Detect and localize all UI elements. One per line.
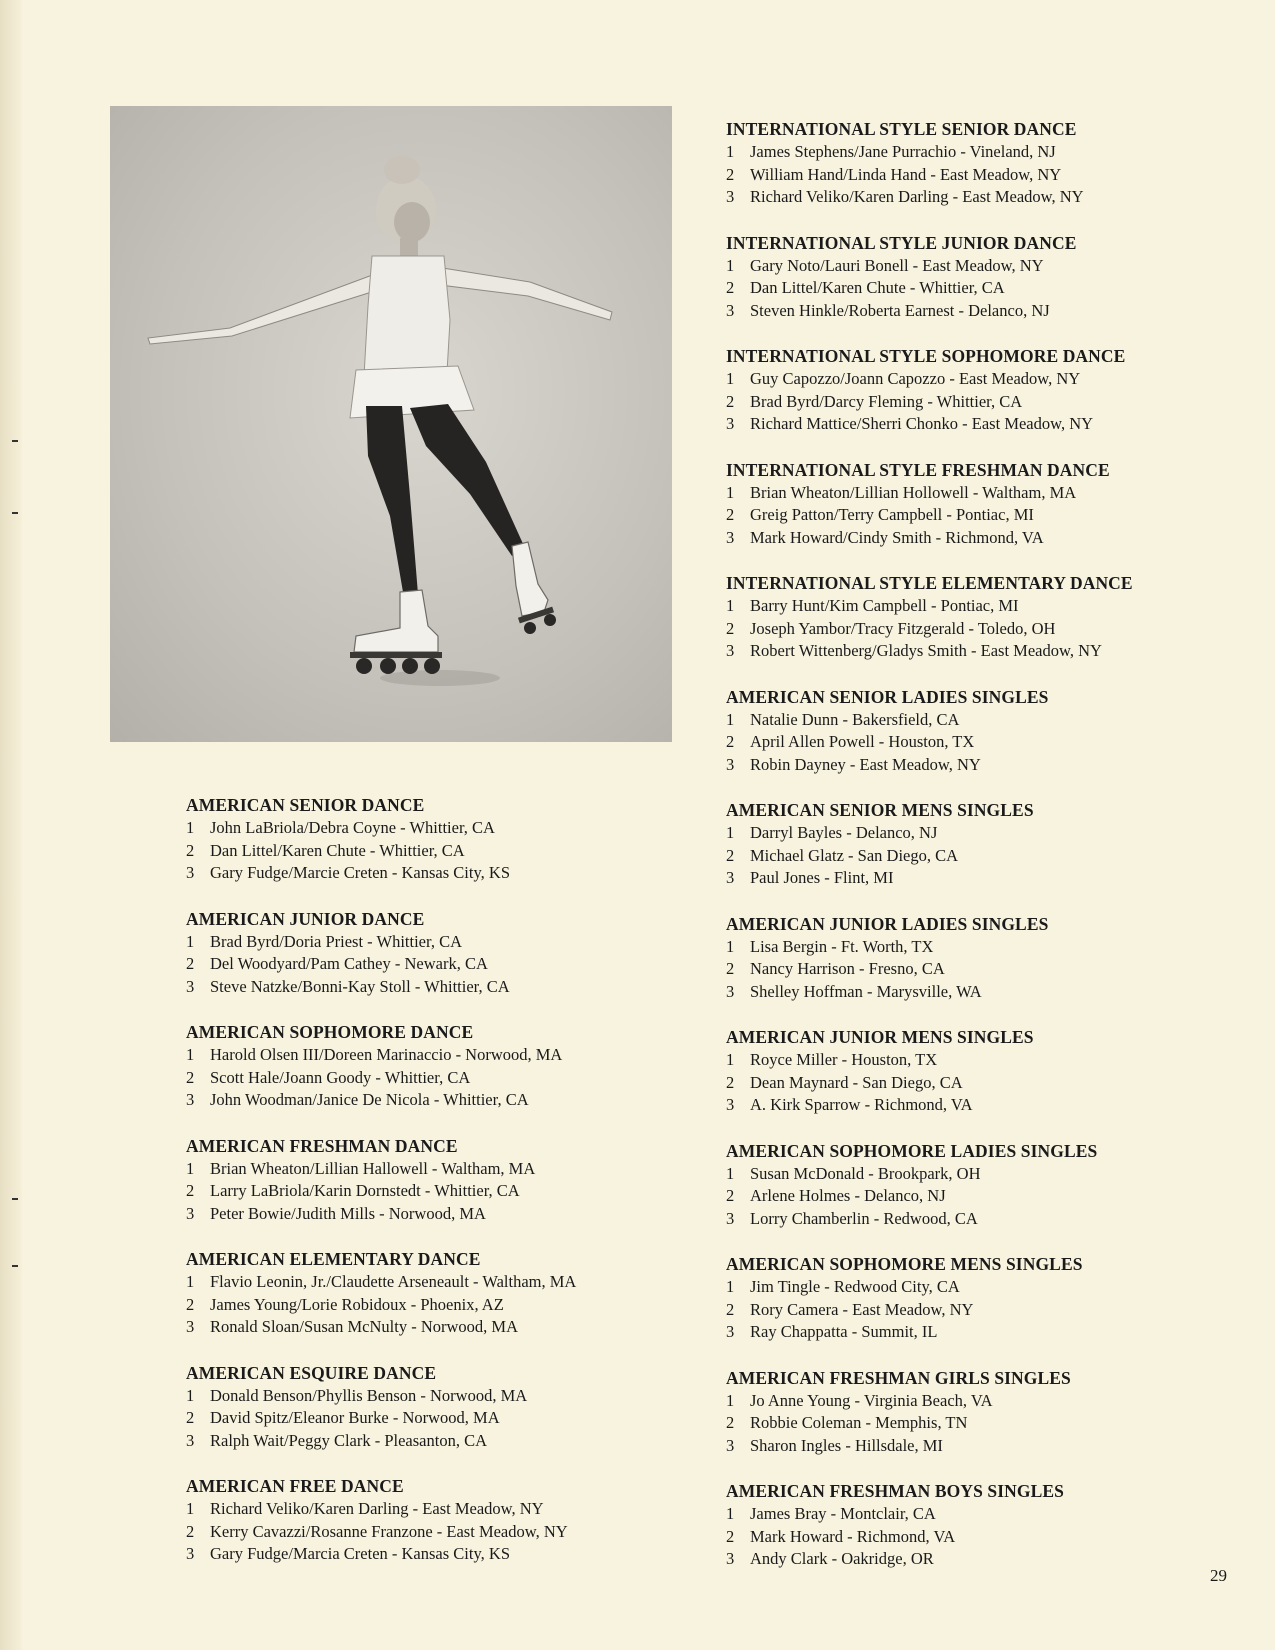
placing-entry: Shelley Hoffman - Marysville, WA [750,981,982,1001]
event-title: AMERICAN FRESHMAN GIRLS SINGLES [726,1367,1071,1388]
place-number: 2 [726,732,735,751]
place-number: 1 [726,1163,735,1183]
placing-row [726,709,1246,732]
placing-entry: A. Kirk Sparrow - Richmond, VA [750,1095,973,1114]
placing-entry: Rory Camera - East Meadow, NY [750,1299,974,1319]
placing-row [186,1158,706,1181]
placing-row [726,1094,1246,1117]
right-results-column [726,118,1246,1594]
event-american-senior-ladies-singles [726,686,1246,777]
event-intl-senior-dance [726,118,1246,209]
event-title: AMERICAN ELEMENTARY DANCE [186,1249,481,1269]
margin-mark [12,1198,18,1200]
place-number: 3 [186,1317,195,1336]
placing-entry: Kerry Cavazzi/Rosanne Franzone - East Meadow, NY [210,1521,568,1541]
placing-entry: Brian Wheaton/Lillian Hallowell - Waltham, MA [210,1158,536,1178]
placing-row [186,953,706,976]
placing-entry: Brad Byrd/Doria Priest - Whittier, CA [210,931,462,951]
placing-entry: Andy Clark - Oakridge, OR [750,1549,934,1568]
place-number: 2 [726,959,735,978]
placing-entry: Robert Wittenberg/Gladys Smith - East Meadow, NY [750,641,1102,660]
placing-row [726,1390,1246,1413]
place-number: 1 [186,818,195,837]
placing-entry: James Young/Lorie Robidoux - Phoenix, AZ [210,1294,504,1314]
placing-entry: Richard Mattice/Sherri Chonko - East Meadow, NY [750,414,1094,433]
event-american-sophomore-dance [186,1021,706,1112]
event-title: AMERICAN SENIOR LADIES SINGLES [726,686,1049,707]
placing-row [726,640,1246,663]
placing-row [726,1208,1246,1231]
placing-entry: Robbie Coleman - Memphis, TN [750,1413,968,1432]
place-number: 1 [186,1272,195,1291]
placing-row [186,1521,706,1544]
placing-row [726,482,1246,505]
place-number: 3 [726,187,735,206]
placing-row [186,1271,706,1294]
placing-row [726,822,1246,845]
page-binding-edge [0,0,22,1650]
placing-entry: Richard Veliko/Karen Darling - East Meadow, NY [210,1499,544,1518]
placing-row [726,504,1246,527]
event-american-junior-dance [186,908,706,999]
place-number: 3 [726,981,735,1001]
place-number: 3 [726,527,735,547]
placing-row [726,300,1246,323]
place-number: 3 [726,641,735,660]
place-number: 1 [726,823,735,842]
placing-entry: Gary Fudge/Marcia Creten - Kansas City, KS [210,1544,510,1563]
placing-entry: James Bray - Montclair, CA [750,1504,936,1523]
place-number: 3 [726,754,735,774]
place-number: 1 [186,1499,195,1518]
event-american-senior-dance [186,794,706,885]
placing-entry: Gary Noto/Lauri Bonell - East Meadow, NY [750,255,1044,275]
placing-entry: Lorry Chamberlin - Redwood, CA [750,1208,978,1228]
place-number: 3 [726,300,735,320]
placing-entry: Barry Hunt/Kim Campbell - Pontiac, MI [750,596,1019,615]
event-title: AMERICAN JUNIOR MENS SINGLES [726,1027,1034,1047]
place-number: 2 [186,1294,195,1314]
event-american-freshman-girls-singles [726,1367,1246,1458]
place-number: 1 [726,255,735,275]
event-title: AMERICAN FRESHMAN BOYS SINGLES [726,1481,1064,1501]
event-title: INTERNATIONAL STYLE SOPHOMORE DANCE [726,346,1126,366]
placing-row [186,1430,706,1453]
place-number: 3 [186,863,195,882]
placing-entry: Gary Fudge/Marcie Creten - Kansas City, KS [210,863,510,882]
placing-row [186,1385,706,1408]
placing-row [186,840,706,863]
event-title: AMERICAN SENIOR DANCE [186,795,425,815]
placing-row [186,862,706,885]
place-number: 2 [726,1186,735,1205]
placing-entry: William Hand/Linda Hand - East Meadow, NY [750,164,1062,184]
place-number: 1 [186,931,195,951]
event-title: INTERNATIONAL STYLE FRESHMAN DANCE [726,459,1110,480]
place-number: 2 [186,1521,195,1541]
event-american-junior-mens-singles [726,1026,1246,1117]
place-number: 3 [726,1435,735,1455]
placing-entry: Scott Hale/Joann Goody - Whittier, CA [210,1067,471,1087]
placing-row [726,1072,1246,1095]
margin-mark [12,512,18,514]
event-title: INTERNATIONAL STYLE SENIOR DANCE [726,119,1077,139]
event-title: INTERNATIONAL STYLE ELEMENTARY DANCE [726,573,1133,593]
placing-entry: Steven Hinkle/Roberta Earnest - Delanco, NJ [750,300,1050,320]
place-number: 3 [186,1203,195,1223]
event-title: AMERICAN JUNIOR LADIES SINGLES [726,913,1049,934]
place-number: 2 [186,840,195,860]
event-title: AMERICAN FREE DANCE [186,1476,404,1496]
placing-entry: Brad Byrd/Darcy Fleming - Whittier, CA [750,391,1023,411]
placing-row [726,1163,1246,1186]
placing-entry: Donald Benson/Phyllis Benson - Norwood, MA [210,1385,528,1405]
place-number: 1 [186,1045,195,1064]
placing-row [726,413,1246,436]
placing-row [186,1089,706,1112]
event-american-senior-mens-singles [726,799,1246,890]
placing-row [726,1412,1246,1435]
placing-entry: James Stephens/Jane Purrachio - Vineland, NJ [750,142,1056,161]
place-number: 3 [186,1090,195,1109]
event-american-elementary-dance [186,1248,706,1339]
skater-figure [110,106,672,742]
place-number: 1 [726,142,735,161]
event-title: AMERICAN JUNIOR DANCE [186,908,425,929]
placing-row [726,595,1246,618]
placing-entry: Guy Capozzo/Joann Capozzo - East Meadow, NY [750,369,1081,388]
placing-entry: Mark Howard - Richmond, VA [750,1526,956,1546]
event-title: AMERICAN SOPHOMORE DANCE [186,1022,474,1042]
placing-row [186,976,706,999]
placing-entry: Royce Miller - Houston, TX [750,1050,938,1069]
placing-row [726,1435,1246,1458]
placing-row [726,1503,1246,1526]
place-number: 2 [726,1413,735,1432]
placing-entry: Susan McDonald - Brookpark, OH [750,1163,981,1183]
placing-row [726,1548,1246,1571]
placing-entry: Jo Anne Young - Virginia Beach, VA [750,1390,993,1410]
event-intl-sophomore-dance [726,345,1246,436]
placing-row [726,391,1246,414]
place-number: 1 [726,1504,735,1523]
roller-skater-photo [110,106,672,742]
place-number: 2 [726,278,735,297]
event-title: AMERICAN SOPHOMORE MENS SINGLES [726,1254,1083,1274]
placing-row [186,1543,706,1566]
placing-row [726,867,1246,890]
placing-entry: Robin Dayney - East Meadow, NY [750,754,981,774]
event-title: AMERICAN FRESHMAN DANCE [186,1135,458,1156]
place-number: 2 [186,954,195,973]
place-number: 3 [186,1544,195,1563]
place-number: 1 [726,482,735,502]
placing-row [726,1321,1246,1344]
placing-entry: Ralph Wait/Peggy Clark - Pleasanton, CA [210,1430,488,1450]
place-number: 2 [726,1526,735,1546]
place-number: 2 [726,1072,735,1092]
placing-row [726,1049,1246,1072]
placing-row [726,981,1246,1004]
event-title: AMERICAN SOPHOMORE LADIES SINGLES [726,1140,1098,1161]
placing-row [726,936,1246,959]
place-number: 3 [726,1322,735,1341]
placing-row [186,1407,706,1430]
event-american-junior-ladies-singles [726,913,1246,1004]
event-american-freshman-dance [186,1135,706,1226]
place-number: 1 [726,936,735,956]
placing-row [186,1203,706,1226]
placing-entry: Dean Maynard - San Diego, CA [750,1072,963,1092]
place-number: 2 [726,1299,735,1319]
placing-entry: Paul Jones - Flint, MI [750,868,894,887]
event-title: INTERNATIONAL STYLE JUNIOR DANCE [726,232,1077,253]
placing-entry: John LaBriola/Debra Coyne - Whittier, CA [210,818,495,837]
place-number: 3 [726,868,735,887]
placing-row [186,1294,706,1317]
placing-entry: Michael Glatz - San Diego, CA [750,845,959,865]
event-american-freshman-boys-singles [726,1480,1246,1571]
place-number: 2 [726,505,735,524]
placing-row [726,1299,1246,1322]
placing-row [186,1180,706,1203]
event-intl-freshman-dance [726,459,1246,550]
placing-row [726,1276,1246,1299]
event-intl-elementary-dance [726,572,1246,663]
placing-row [726,527,1246,550]
place-number: 2 [186,1408,195,1427]
placing-entry: Dan Littel/Karen Chute - Whittier, CA [210,840,465,860]
place-number: 1 [726,1277,735,1296]
place-number: 1 [186,1158,195,1178]
placing-entry: Harold Olsen III/Doreen Marinaccio - Norwood, MA [210,1045,563,1064]
place-number: 2 [726,391,735,411]
placing-entry: Lisa Bergin - Ft. Worth, TX [750,936,934,956]
placing-entry: Peter Bowie/Judith Mills - Norwood, MA [210,1203,486,1223]
place-number: 1 [726,1050,735,1069]
place-number: 1 [726,596,735,615]
placing-entry: Joseph Yambor/Tracy Fitzgerald - Toledo, OH [750,618,1056,638]
place-number: 3 [186,1430,195,1450]
placing-row [726,1526,1246,1549]
margin-mark [12,1265,18,1267]
placing-row [726,141,1246,164]
placing-entry: Nancy Harrison - Fresno, CA [750,959,945,978]
placing-entry: Del Woodyard/Pam Cathey - Newark, CA [210,954,488,973]
place-number: 3 [726,1095,735,1114]
placing-row [186,1067,706,1090]
page-number: 29 [1210,1566,1227,1585]
placing-row [186,1044,706,1067]
place-number: 3 [726,1549,735,1568]
placing-row [726,754,1246,777]
placing-row [186,1316,706,1339]
place-number: 2 [726,618,735,638]
placing-row [726,958,1246,981]
placing-entry: Steve Natzke/Bonni-Kay Stoll - Whittier, CA [210,976,510,996]
place-number: 3 [726,1208,735,1228]
placing-row [186,931,706,954]
placing-row [726,368,1246,391]
place-number: 2 [186,1067,195,1087]
event-american-free-dance [186,1475,706,1566]
placing-entry: Flavio Leonin, Jr./Claudette Arseneault - Waltham, MA [210,1272,577,1291]
placing-row [726,731,1246,754]
placing-row [726,164,1246,187]
placing-row [726,186,1246,209]
placing-entry: Greig Patton/Terry Campbell - Pontiac, MI [750,505,1034,524]
placing-entry: Mark Howard/Cindy Smith - Richmond, VA [750,527,1044,547]
placing-row [726,618,1246,641]
placing-row [186,817,706,840]
placing-entry: Ray Chappatta - Summit, IL [750,1322,938,1341]
place-number: 2 [726,164,735,184]
placing-row [726,845,1246,868]
placing-entry: David Spitz/Eleanor Burke - Norwood, MA [210,1408,500,1427]
placing-row [726,1185,1246,1208]
placing-entry: Brian Wheaton/Lillian Hollowell - Waltham, MA [750,482,1077,502]
placing-entry: Arlene Holmes - Delanco, NJ [750,1186,946,1205]
placing-row [726,277,1246,300]
placing-entry: Dan Littel/Karen Chute - Whittier, CA [750,278,1005,297]
event-intl-junior-dance [726,232,1246,323]
event-title: AMERICAN ESQUIRE DANCE [186,1362,437,1383]
left-results-column [186,794,706,1589]
placing-entry: Richard Veliko/Karen Darling - East Meadow, NY [750,187,1084,206]
placing-entry: Larry LaBriola/Karin Dornstedt - Whittier, CA [210,1181,520,1200]
placing-row [726,255,1246,278]
placing-entry: Jim Tingle - Redwood City, CA [750,1277,960,1296]
placing-entry: April Allen Powell - Houston, TX [750,732,975,751]
event-american-esquire-dance [186,1362,706,1453]
place-number: 3 [726,414,735,433]
place-number: 1 [726,369,735,388]
event-title: AMERICAN SENIOR MENS SINGLES [726,800,1034,820]
event-american-sophomore-ladies-singles [726,1140,1246,1231]
margin-mark [12,440,18,442]
place-number: 1 [726,709,735,729]
placing-row [186,1498,706,1521]
placing-entry: Darryl Bayles - Delanco, NJ [750,823,938,842]
placing-entry: Sharon Ingles - Hillsdale, MI [750,1435,943,1455]
place-number: 3 [186,976,195,996]
placing-entry: Natalie Dunn - Bakersfield, CA [750,709,960,729]
place-number: 1 [726,1390,735,1410]
place-number: 2 [726,845,735,865]
event-american-sophomore-mens-singles [726,1253,1246,1344]
placing-entry: John Woodman/Janice De Nicola - Whittier, CA [210,1090,529,1109]
place-number: 2 [186,1181,195,1200]
place-number: 1 [186,1385,195,1405]
placing-entry: Ronald Sloan/Susan McNulty - Norwood, MA [210,1317,518,1336]
